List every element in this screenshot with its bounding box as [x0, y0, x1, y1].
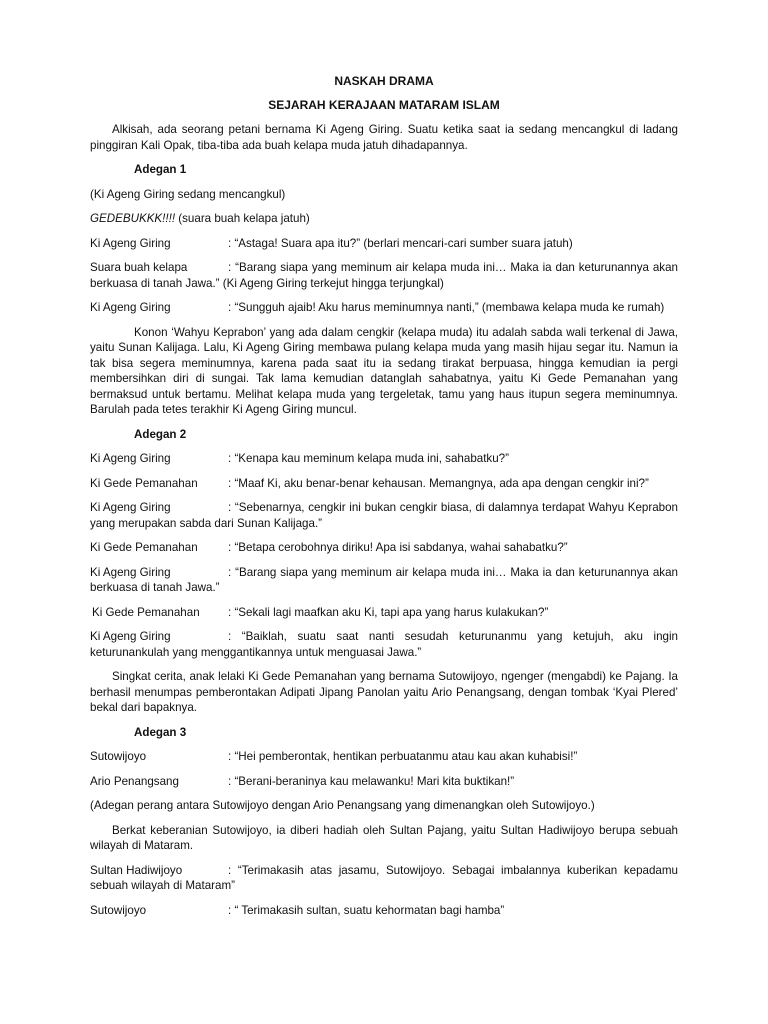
dialogue-text: : “Berani-beraninya kau melawanku! Mari kita buktikan!”	[228, 774, 515, 788]
dialogue-text: : “Betapa cerobohnya diriku! Apa isi sabdanya, wahai sahabatku?”	[228, 541, 568, 554]
dialogue-text: : “Kenapa kau meminum kelapa muda ini, sahabatku?”	[228, 452, 509, 465]
narration-paragraph: Konon ‘Wahyu Keprabon’ yang ada dalam cengkir (kelapa muda) itu adalah sabda wali terkenal di Jawa, yaitu Sunan Kalijaga. Lalu, Ki Ageng Giring membawa pulang kelapa muda yang masih hijau segar itu. Namun ia tak bisa segera meminumnya, karena pada saat itu ia sedang tirakat berpuasa, hingga kemudian ia pergi membersihkan diri di sungai. Tak lama kemudian datanglah sahabatnya, yaitu Ki Gede Pemanahan yang bermaksud untuk bertamu. Melihat kelapa muda yang tergeletak, tamu yang haus itupun segera meminumnya. Barulah pada tetes terakhir Ki Ageng Giring muncul.	[90, 325, 678, 416]
stage-direction: (Adegan perang antara Sutowijoyo dengan Ario Penangsang yang dimenangkan oleh Sutowijoyo.)	[90, 799, 595, 812]
dialogue-line	[90, 749, 678, 765]
dialogue-line	[90, 300, 678, 316]
dialogue-text: : “Sungguh ajaib! Aku harus meminumnya nanti,” (membawa kelapa muda ke rumah)	[228, 301, 665, 314]
dialogue-text: : “Astaga! Suara apa itu?” (berlari mencari-cari sumber suara jatuh)	[228, 236, 573, 250]
dialogue-line	[90, 476, 678, 492]
dialogue-line	[90, 863, 678, 894]
speaker-name: Ki Gede Pemanahan	[90, 476, 198, 490]
dialogue-text: : “ Terimakasih sultan, suatu kehormatan bagi hamba”	[228, 903, 505, 917]
dialogue-text: : “Hei pemberontak, hentikan perbuatanmu atau kau akan kuhabisi!”	[228, 750, 578, 763]
dialogue-line	[90, 500, 678, 531]
stage-direction: (Ki Ageng Giring sedang mencangkul)	[90, 187, 286, 201]
sound-effect: GEDEBUKKK!!!!	[90, 212, 176, 225]
intro-paragraph: Alkisah, ada seorang petani bernama Ki Ageng Giring. Suatu ketika saat ia sedang mencangkul di ladang pinggiran Kali Opak, tiba-tiba ada buah kelapa muda jatuh dihadapannya.	[90, 123, 678, 152]
dialogue-text: : “Baiklah, suatu saat nanti sesudah keturunanmu yang ketujuh, aku ingin keturunankulah yang menggantikannya untuk menguasai Jawa.”	[90, 630, 678, 659]
dialogue-line	[90, 629, 678, 660]
dialogue-text: : “Barang siapa yang meminum air kelapa muda ini… Maka ia dan keturunannya akan berkuasa di tanah Jawa.” (Ki Ageng Giring terkejut hingga terjungkal)	[90, 261, 678, 290]
speaker-name: Ki Ageng Giring	[90, 565, 171, 579]
dialogue-text: : “Barang siapa yang meminum air kelapa muda ini… Maka ia dan keturunannya akan berkuasa di tanah Jawa.”	[90, 565, 678, 594]
speaker-name: Ki Gede Pemanahan	[90, 541, 198, 554]
drama-script-page	[90, 74, 678, 927]
speaker-name: Ki Ageng Giring	[90, 630, 171, 643]
dialogue-line	[90, 565, 678, 596]
sound-effect-note: (suara buah kelapa jatuh)	[175, 212, 310, 225]
speaker-name: Ki Ageng Giring	[90, 301, 171, 314]
scene-3-heading: Adegan 3	[134, 725, 187, 739]
speaker-name: Ki Gede Pemanahan	[92, 605, 200, 619]
scene-1-heading: Adegan 1	[134, 163, 187, 176]
dialogue-line	[90, 236, 678, 252]
speaker-name: Sutowijoyo	[90, 750, 147, 763]
sound-effect-line	[90, 211, 678, 227]
dialogue-text: : “Terimakasih atas jasamu, Sutowijoyo. Sebagai imbalannya kuberikan kepadamu sebuah wilayah di Mataram”	[90, 863, 678, 892]
dialogue-text: : “Sebenarnya, cengkir ini bukan cengkir biasa, di dalamnya terdapat Wahyu Keprabon yang merupakan sabda dari Sunan Kalijaga.”	[90, 501, 678, 530]
dialogue-line	[90, 451, 678, 467]
speaker-name: Suara buah kelapa	[90, 261, 188, 274]
dialogue-text: : “Maaf Ki, aku benar-benar kehausan. Memangnya, ada apa dengan cengkir ini?”	[228, 476, 649, 490]
speaker-name: Ki Ageng Giring	[90, 501, 171, 514]
document-subtitle: SEJARAH KERAJAAN MATARAM ISLAM	[268, 97, 500, 112]
dialogue-line	[90, 540, 678, 556]
narration-paragraph: Singkat cerita, anak lelaki Ki Gede Pemanahan yang bernama Sutowijoyo, ngenger (mengabdi) ke Pajang. Ia berhasil menumpas pemberontakan Adipati Jipang Panolan yaitu Ario Penangsang, dengan tombak ‘Kyai Plered’ bekal dari bapaknya.	[90, 670, 678, 714]
speaker-name: Ario Penangsang	[90, 774, 179, 788]
scene-2-heading: Adegan 2	[134, 427, 187, 441]
speaker-name: Sutowijoyo	[90, 903, 147, 917]
dialogue-line	[90, 903, 678, 919]
dialogue-line	[90, 260, 678, 291]
dialogue-text: : “Sekali lagi maafkan aku Ki, tapi apa yang harus kulakukan?”	[228, 605, 549, 619]
dialogue-line	[90, 774, 678, 790]
speaker-name: Ki Ageng Giring	[90, 236, 171, 250]
document-title: NASKAH DRAMA	[334, 74, 434, 88]
speaker-name: Sultan Hadiwijoyo	[90, 863, 183, 877]
dialogue-line	[90, 605, 678, 621]
speaker-name: Ki Ageng Giring	[90, 452, 171, 465]
narration-paragraph: Berkat keberanian Sutowijoyo, ia diberi hadiah oleh Sultan Pajang, yaitu Sultan Hadiwijoyo berupa sebuah wilayah di Mataram.	[90, 823, 678, 852]
